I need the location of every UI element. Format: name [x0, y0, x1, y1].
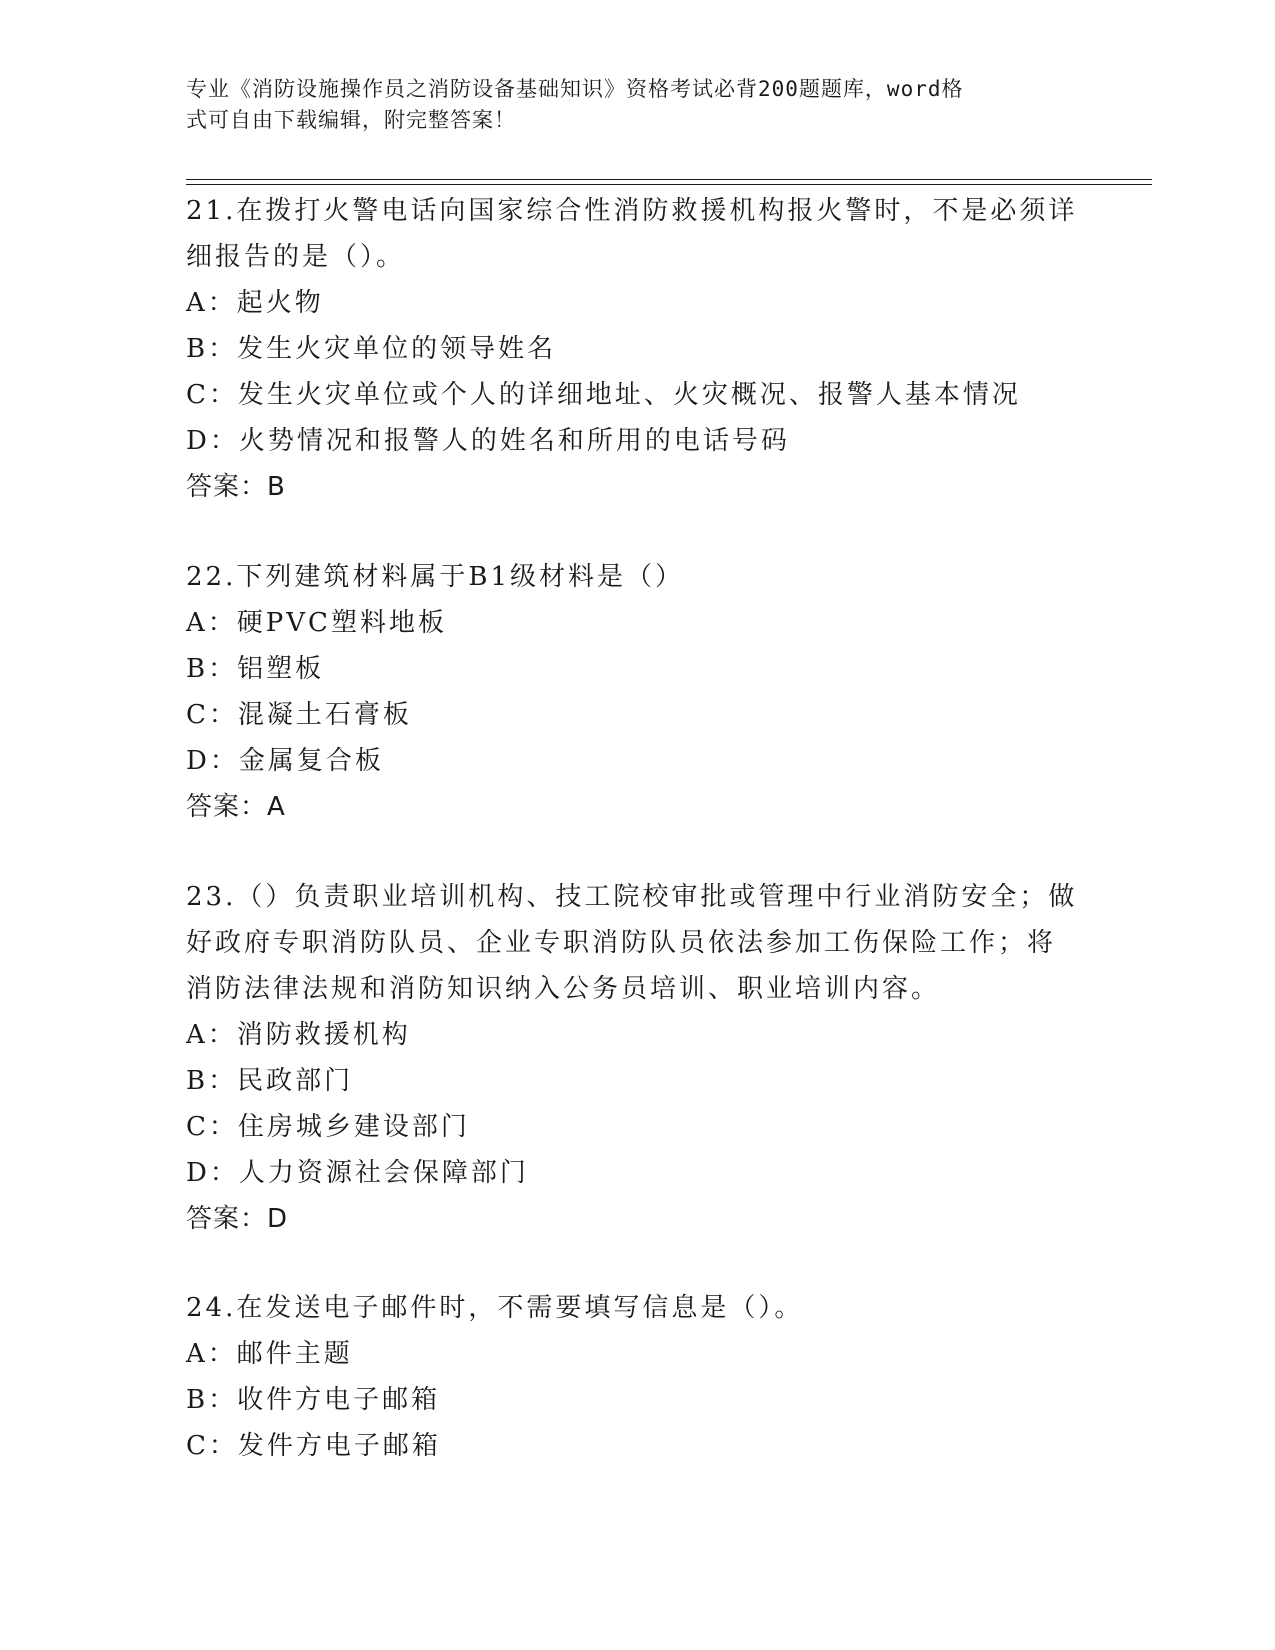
- question-stem-line: 23.（）负责职业培训机构、技工院校审批或管理中行业消防安全；做: [186, 882, 1078, 912]
- option-b: B：收件方电子邮箱: [186, 1385, 441, 1415]
- option-c: C：发生火灾单位或个人的详细地址、火灾概况、报警人基本情况: [186, 380, 1021, 410]
- option-a: A：硬PVC塑料地板: [186, 608, 447, 638]
- question-stem-line: 好政府专职消防队员、企业专职消防队员依法参加工伤保险工作；将: [186, 928, 1057, 958]
- question-22: [186, 554, 1086, 830]
- question-stem-line: 22.下列建筑材料属于B1级材料是（）: [186, 562, 684, 592]
- question-stem-line: 21.在拨打火警电话向国家综合性消防救援机构报火警时，不是必须详: [186, 196, 1078, 226]
- question-stem-line: 24.在发送电子邮件时，不需要填写信息是（）。: [186, 1293, 804, 1323]
- answer: 答案：B: [186, 472, 286, 502]
- option-d: D：金属复合板: [186, 746, 384, 776]
- header-line-2: 式可自由下载编辑，附完整答案！: [186, 108, 516, 132]
- document-header: [186, 74, 1066, 136]
- option-d: D：人力资源社会保障部门: [186, 1158, 529, 1188]
- option-d: D：火势情况和报警人的姓名和所用的电话号码: [186, 426, 790, 456]
- question-stem-line: 细报告的是（）。: [186, 242, 406, 272]
- option-c: C：发件方电子邮箱: [186, 1431, 441, 1461]
- option-b: B：铝塑板: [186, 654, 325, 684]
- answer: 答案：A: [186, 792, 286, 822]
- option-a: A：消防救援机构: [186, 1020, 411, 1050]
- option-c: C：混凝土石膏板: [186, 700, 412, 730]
- question-24: [186, 1285, 1086, 1469]
- question-stem-line: 消防法律法规和消防知识纳入公务员培训、职业培训内容。: [186, 974, 941, 1004]
- question-23: [186, 874, 1086, 1242]
- option-a: A：邮件主题: [186, 1339, 353, 1369]
- option-b: B：民政部门: [186, 1066, 354, 1096]
- header-line-1: 专业《消防设施操作员之消防设备基础知识》资格考试必背200题题库，word格: [186, 77, 964, 101]
- option-a: A：起火物: [186, 288, 324, 318]
- option-b: B：发生火灾单位的领导姓名: [186, 334, 557, 364]
- header-divider-top: [186, 179, 1152, 180]
- header-divider-bottom: [186, 184, 1152, 185]
- question-21: [186, 188, 1086, 510]
- option-c: C：住房城乡建设部门: [186, 1112, 470, 1142]
- answer: 答案：D: [186, 1204, 289, 1234]
